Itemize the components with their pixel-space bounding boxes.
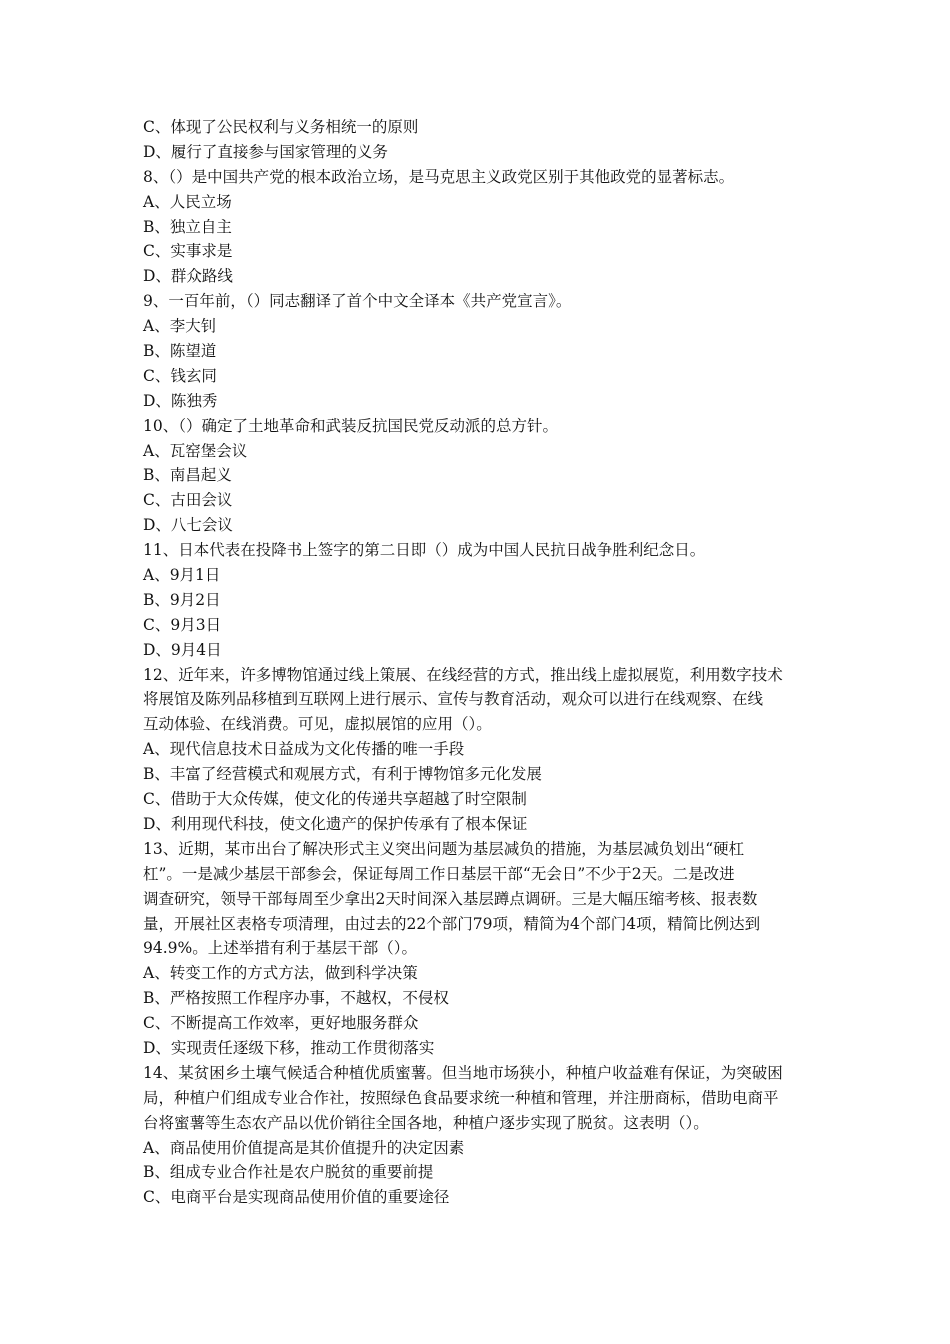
option-d-q11: D、9月4日 (143, 640, 222, 659)
question-12-line-2: 将展馆及陈列品移植到互联网上进行展示、宣传与教育活动，观众可以进行在线观察、在线 (143, 690, 764, 709)
question-13-line-1: 13、近期，某市出台了解决形式主义突出问题为基层减负的措施，为基层减负划出“硬杠 (143, 839, 745, 858)
option-d-q7: D、履行了直接参与国家管理的义务 (143, 142, 388, 161)
option-c-q13: C、不断提高工作效率，更好地服务群众 (143, 1014, 419, 1033)
question-14-line-1: 14、某贫困乡土壤气候适合种植优质蜜薯。但当地市场狭小，种植户收益难有保证，为突破困 (143, 1063, 783, 1082)
option-d-q12: D、利用现代科技，使文化遗产的保护传承有了根本保证 (143, 814, 528, 833)
option-a-q11: A、9月1日 (143, 566, 221, 585)
question-14-line-3: 台将蜜薯等生态农产品以优价销往全国各地，种植户逐步实现了脱贫。这表明（）。 (143, 1113, 709, 1132)
option-b-q11: B、9月2日 (143, 590, 221, 609)
question-9: 9、一百年前，（）同志翻译了首个中文全译本《共产党宣言》。 (143, 292, 572, 311)
option-b-q14: B、组成专业合作社是农户脱贫的重要前提 (143, 1163, 434, 1182)
question-10: 10、（）确定了土地革命和武装反抗国民党反动派的总方针。 (143, 416, 558, 435)
option-d-q10: D、八七会议 (143, 516, 233, 535)
question-13-line-5: 94.9%。上述举措有利于基层干部（）。 (143, 939, 417, 958)
question-13-line-3: 调查研究，领导干部每周至少拿出2天时间深入基层蹲点调研。三是大幅压缩考核、报表数 (143, 889, 758, 908)
option-a-q12: A、现代信息技术日益成为文化传播的唯一手段 (143, 740, 465, 759)
question-14-line-2: 局，种植户们组成专业合作社，按照绿色食品要求统一种植和管理，并注册商标，借助电商平 (143, 1088, 779, 1107)
option-c-q14: C、电商平台是实现商品使用价值的重要途径 (143, 1188, 450, 1207)
option-a-q10: A、瓦窑堡会议 (143, 441, 248, 460)
question-13-line-4: 量，开展社区表格专项清理，由过去的22个部门79项，精简为4个部门4项，精简比例达到 (143, 914, 761, 933)
option-a-q9: A、李大钊 (143, 317, 217, 336)
option-c-q9: C、钱玄同 (143, 366, 217, 385)
option-b-q12: B、丰富了经营模式和观展方式，有利于博物馆多元化发展 (143, 765, 542, 784)
option-b-q10: B、南昌起义 (143, 466, 232, 485)
option-d-q9: D、陈独秀 (143, 391, 218, 410)
option-b-q8: B、独立自主 (143, 217, 232, 236)
option-c-q12: C、借助于大众传媒，使文化的传递共享超越了时空限制 (143, 790, 527, 809)
option-c-q10: C、古田会议 (143, 491, 233, 510)
option-a-q8: A、人民立场 (143, 192, 232, 211)
option-d-q13: D、实现责任逐级下移，推动工作贯彻落实 (143, 1038, 435, 1057)
option-c-q8: C、实事求是 (143, 242, 233, 261)
question-12-line-3: 互动体验、在线消费。可见，虚拟展馆的应用（）。 (143, 715, 492, 734)
option-a-q14: A、商品使用价值提高是其价值提升的决定因素 (143, 1138, 465, 1157)
question-11: 11、日本代表在投降书上签字的第二日即（）成为中国人民抗日战争胜利纪念日。 (143, 541, 706, 560)
question-12-line-1: 12、近年来，许多博物馆通过线上策展、在线经营的方式，推出线上虚拟展览，利用数字技术 (143, 665, 783, 684)
question-8: 8、（）是中国共产党的根本政治立场，是马克思主义政党区别于其他政党的显著标志。 (143, 167, 735, 186)
option-a-q13: A、转变工作的方式方法，做到科学决策 (143, 964, 418, 983)
question-13-line-2: 杠”。一是减少基层干部参会，保证每周工作日基层干部“无会日”不少于2天。二是改进 (143, 864, 735, 883)
option-c-q11: C、9月3日 (143, 615, 222, 634)
option-c-q7: C、体现了公民权利与义务相统一的原则 (143, 118, 419, 136)
option-b-q9: B、陈望道 (143, 342, 217, 361)
option-d-q8: D、群众路线 (143, 267, 233, 286)
document-body (143, 115, 811, 1210)
option-b-q13: B、严格按照工作程序办事，不越权，不侵权 (143, 989, 449, 1008)
